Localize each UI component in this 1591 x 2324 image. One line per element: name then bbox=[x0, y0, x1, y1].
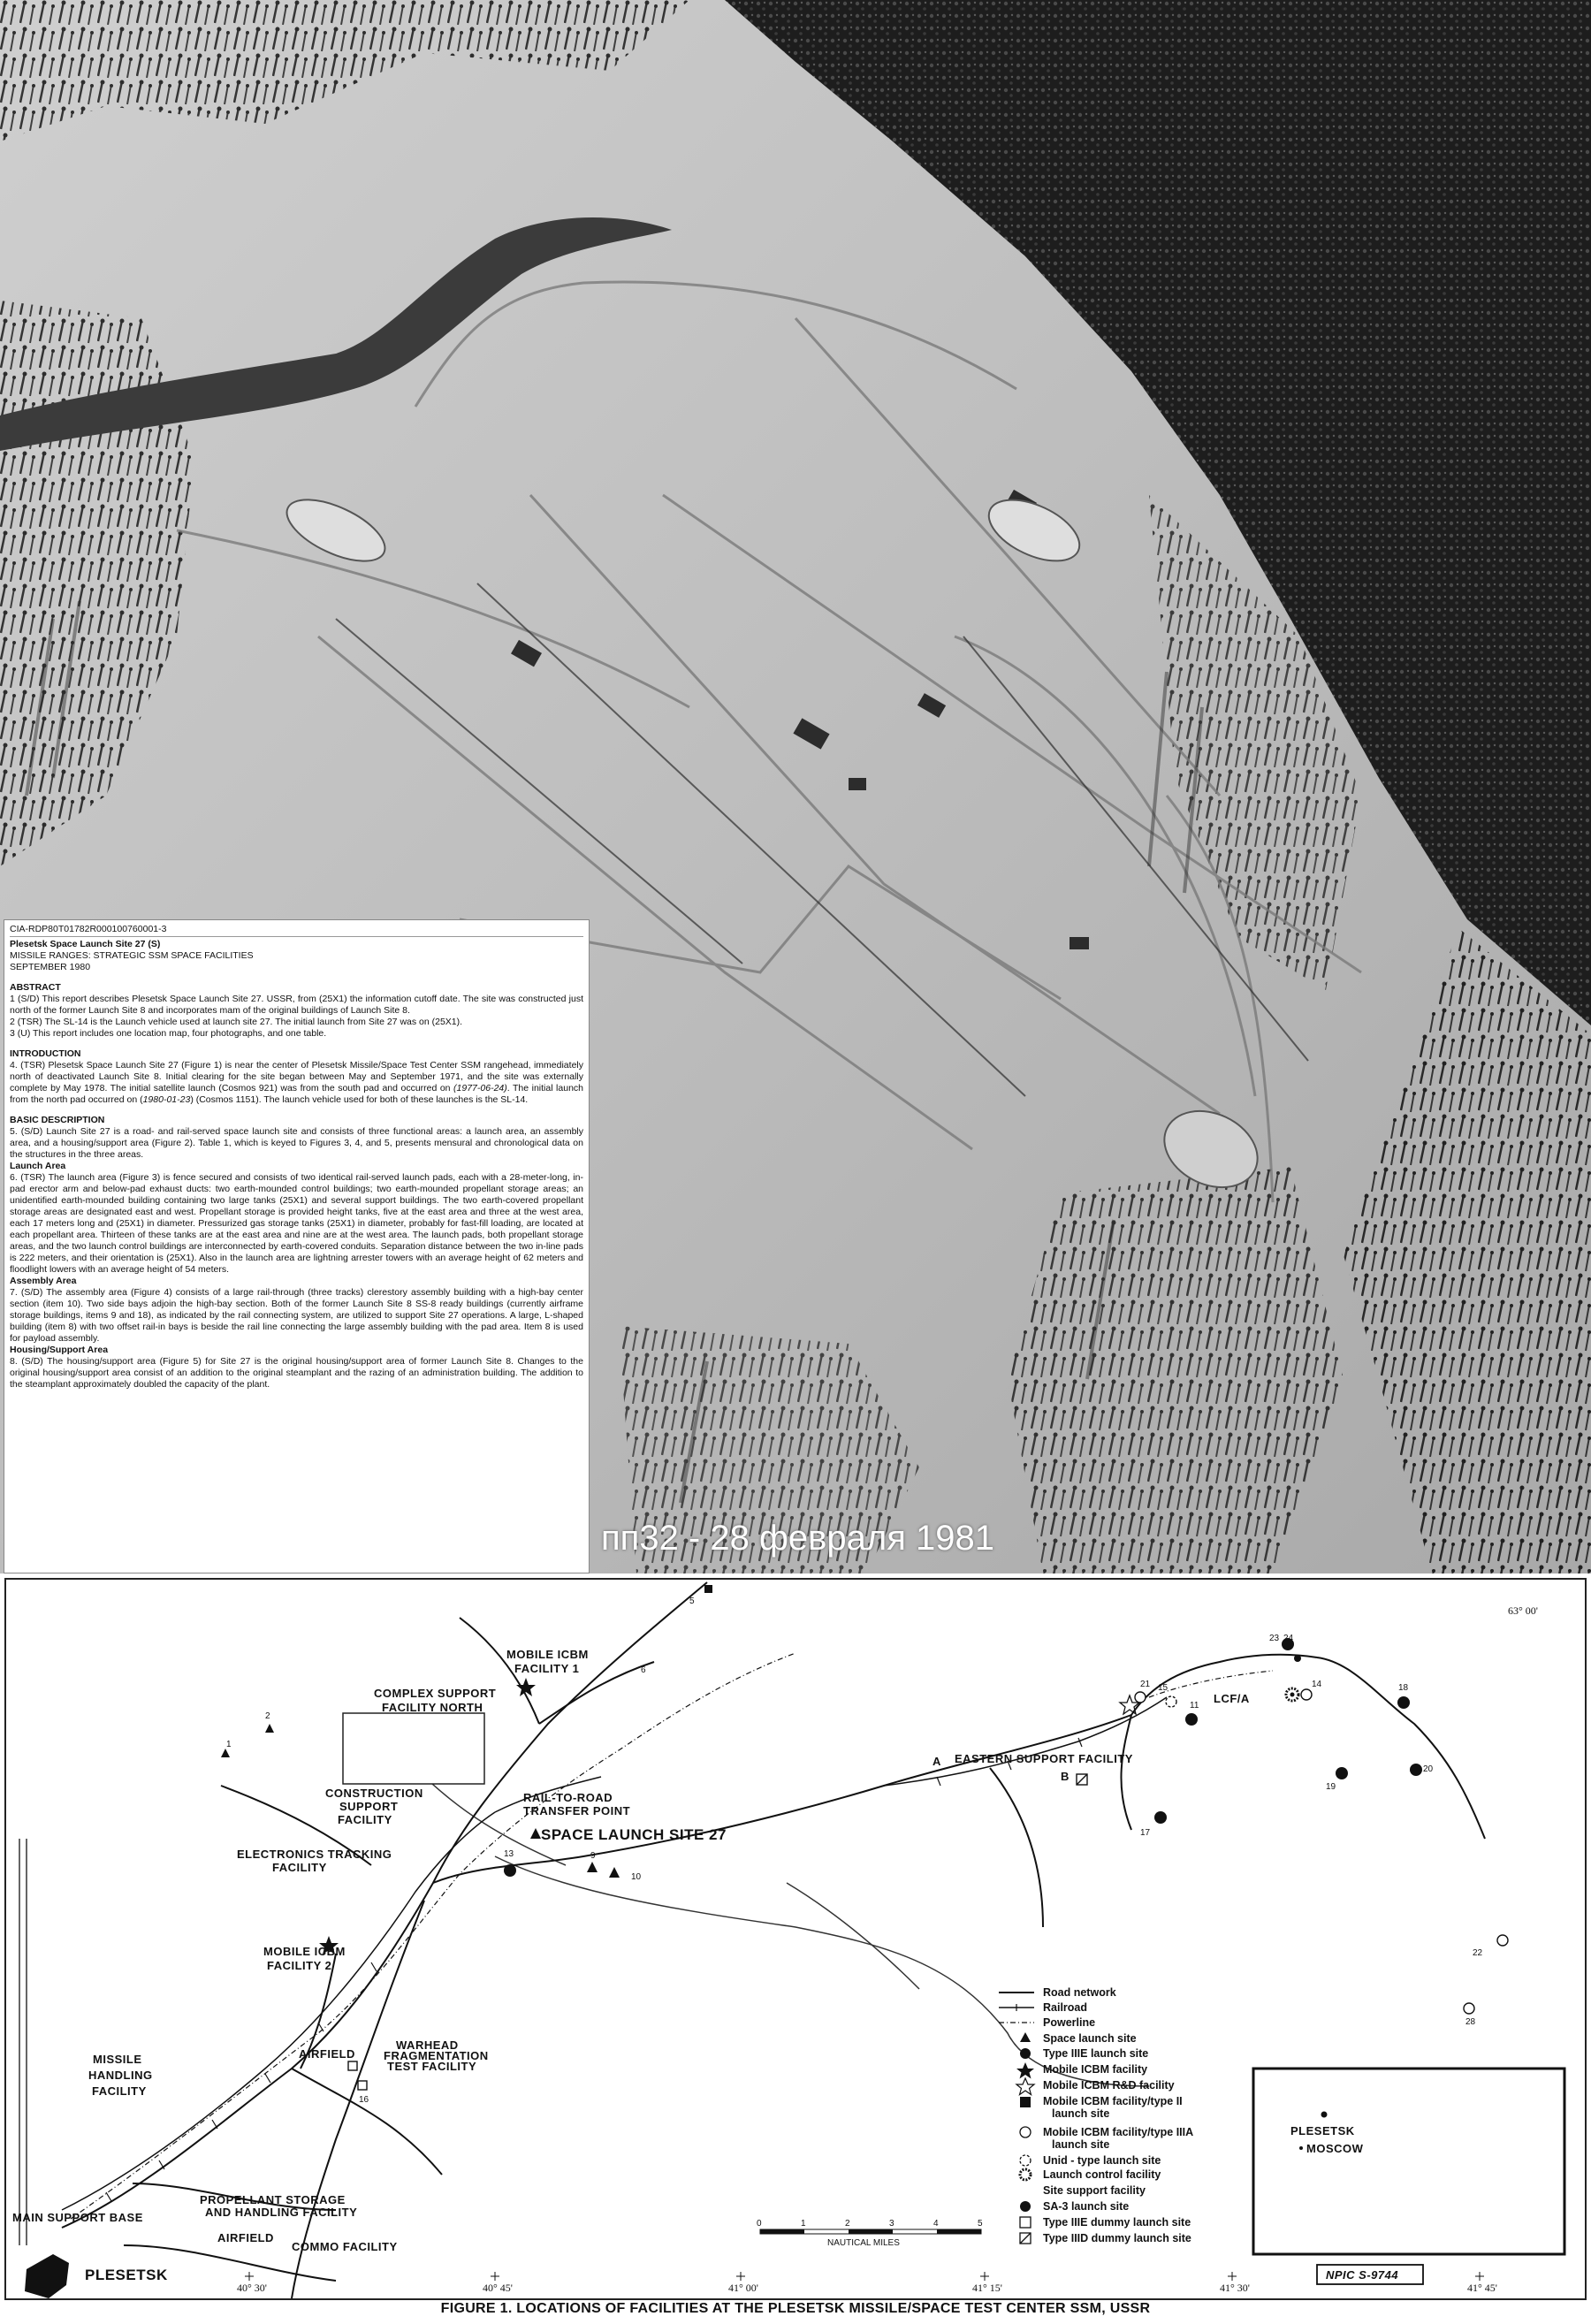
site-number-16: 16 bbox=[359, 2095, 369, 2105]
legend-triangle-icon bbox=[1020, 2032, 1031, 2042]
introduction-heading: INTRODUCTION bbox=[10, 1048, 81, 1059]
legend-label-5: Mobile ICBM facility bbox=[1043, 2063, 1148, 2076]
label-warhead-c: TEST FACILITY bbox=[387, 2060, 477, 2073]
launch-area-heading: Launch Area bbox=[10, 1161, 66, 1171]
label-warhead-a: WARHEAD bbox=[396, 2038, 459, 2052]
report-date: SEPTEMBER 1980 bbox=[10, 962, 91, 972]
railroad bbox=[62, 1697, 1167, 2210]
scale-bar bbox=[757, 2219, 983, 2248]
coord-lat-63: 63° 00' bbox=[1508, 1604, 1538, 1617]
inset-plesetsk-dot bbox=[1321, 2112, 1328, 2118]
label-space-launch-site-27: SPACE LAUNCH SITE 27 bbox=[541, 1826, 727, 1843]
space-launch-site-27-icon bbox=[530, 1828, 541, 1839]
label-propellant-a: PROPELLANT STORAGE bbox=[200, 2193, 346, 2206]
legend-filled-circle-icon bbox=[1020, 2048, 1031, 2059]
site-18-icon bbox=[1397, 1696, 1410, 1709]
site-number-15: 15 bbox=[1158, 1683, 1169, 1693]
legend-label-11: Site support facility bbox=[1043, 2184, 1146, 2197]
legend-open-circle-icon bbox=[1020, 2127, 1031, 2137]
introduction-paragraph bbox=[10, 1060, 583, 1106]
photo-date-caption: пп32 - 28 февраля 1981 bbox=[601, 1519, 994, 1558]
legend-dashed-circle-icon bbox=[1020, 2155, 1031, 2166]
label-missile-handling-b: HANDLING bbox=[88, 2069, 153, 2082]
site-number-20: 20 bbox=[1423, 1764, 1434, 1774]
npic-label: NPIC S-9744 bbox=[1326, 2268, 1399, 2282]
site-number-10: 10 bbox=[631, 1872, 642, 1882]
label-rail-to-road-a: RAIL-TO-ROAD bbox=[523, 1791, 613, 1804]
site-20-icon bbox=[1410, 1764, 1422, 1776]
legend-label-4: Type IIIE launch site bbox=[1043, 2047, 1149, 2060]
site-number-18: 18 bbox=[1398, 1683, 1409, 1693]
legend-label-14: Type IIID dummy launch site bbox=[1043, 2232, 1191, 2244]
housing-support-heading: Housing/Support Area bbox=[10, 1345, 109, 1355]
label-electronics-a: ELECTRONICS TRACKING bbox=[237, 1848, 392, 1861]
coord-lon-41-45: 41° 45' bbox=[1467, 2282, 1497, 2294]
site-13-icon bbox=[504, 1864, 516, 1877]
basic-description-heading: BASIC DESCRIPTION bbox=[10, 1115, 105, 1125]
legend-sa3-circle-icon bbox=[1020, 2201, 1031, 2212]
site-number-2: 2 bbox=[265, 1711, 270, 1721]
legend-label-1: Railroad bbox=[1043, 2001, 1088, 2014]
site-number-5: 5 bbox=[689, 1596, 695, 1606]
scale-tick-3: 3 bbox=[889, 2219, 894, 2229]
abstract-paragraph-2: 2 (TSR) The SL-14 is the Launch vehicle used at launch site 27. The initial launch from Site 27 was on (25X1). bbox=[10, 1017, 463, 1027]
open-square-symbols bbox=[348, 2061, 367, 2090]
space-launch-site-10-icon bbox=[609, 1867, 620, 1878]
inset-label-moscow: MOSCOW bbox=[1306, 2142, 1364, 2155]
site-numbers bbox=[226, 1596, 1483, 2105]
label-mobile-icbm-2a: MOBILE ICBM bbox=[263, 1945, 346, 1958]
coord-lon-41-15: 41° 15' bbox=[972, 2282, 1002, 2294]
intro-text-a: 4. (TSR) Plesetsk Space Launch Site 27 (Figure 1) is near the center of Plesetsk Missile/Space Test Center SSM rangehead, immediately north of deactivated Launch Site 8. Initial clearing for the site began between May and September 1971, and the site was externally complete by May 1978. The initial satellite launch (Cosmos 921) was from the south pad and occurred on bbox=[10, 1060, 583, 1093]
facility-location-map bbox=[0, 1573, 1591, 2324]
housing-support-paragraph: 8. (S/D) The housing/support area (Figure 5) for Site 27 is the original housing/support area of former Launch Site 8. Changes to the original housing/support area consist of an addition to the original steamplant and the razing of an administration building. The addition to the steamplant approximately doubled the capacity of the plant. bbox=[10, 1356, 583, 1390]
document-id: CIA-RDP80T01782R000100760001-3 bbox=[10, 924, 583, 937]
legend-label-7: Mobile ICBM facility/type II bbox=[1043, 2095, 1183, 2107]
legend-label-0: Road network bbox=[1043, 1986, 1116, 1999]
legend-label-12: SA-3 launch site bbox=[1043, 2200, 1130, 2213]
site-number-13: 13 bbox=[504, 1849, 514, 1859]
inset-map bbox=[1253, 2069, 1564, 2254]
site-number-11: 11 bbox=[1190, 1701, 1199, 1711]
coord-lon-41-30: 41° 30' bbox=[1220, 2282, 1250, 2294]
legend-gear-circle-icon bbox=[1020, 2169, 1031, 2180]
legend-label-9: Unid - type launch site bbox=[1043, 2154, 1161, 2167]
label-construction-b: SUPPORT bbox=[339, 1800, 399, 1813]
inset-rectangle bbox=[343, 1713, 484, 1784]
site-16-icon bbox=[358, 2081, 367, 2090]
report-text-box bbox=[4, 919, 590, 1573]
map-drawing bbox=[0, 1573, 1591, 2324]
site-14-icon bbox=[1301, 1689, 1312, 1700]
legend-open-square-icon bbox=[1020, 2217, 1031, 2228]
inset-frame bbox=[1253, 2069, 1564, 2254]
label-mobile-icbm-2b: FACILITY 2 bbox=[267, 1959, 332, 1972]
site-number-17: 17 bbox=[1140, 1828, 1151, 1838]
inset-label-plesetsk: PLESETSK bbox=[1290, 2124, 1355, 2137]
map-legend bbox=[999, 1986, 1193, 2244]
coord-lon-41-00: 41° 00' bbox=[728, 2282, 758, 2294]
legend-label-7b: launch site bbox=[1052, 2107, 1110, 2120]
space-launch-site-2-icon bbox=[265, 1724, 274, 1733]
site-number-24: 24 bbox=[1283, 1634, 1294, 1643]
assembly-area-heading: Assembly Area bbox=[10, 1276, 77, 1286]
intro-text-b: . The initial launch from the north pad occurred on ( bbox=[10, 1083, 583, 1105]
legend-filled-square-icon bbox=[1020, 2097, 1031, 2107]
launch-area-paragraph: 6. (TSR) The launch area (Figure 3) is fence secured and consists of two identical rail-served launch pads, each with a 28-meter-long, in-pad erector arm and below-pad exhaust ducts: two earth-mounded control buildings; two earth-mounded propellant storage areas; an unidentified earth-mounded building containing two large tanks (25X1) and several support buildings. The two earth-covered propellant storage areas are designated east and west. Propellant storage is provided height tanks, five at the east area and three at the west area, each 17 meters long and (25X1) in diameter. Pressurized gas storage tanks (25X1) in diameter, probably for fast-fill loading, are located at each propellant area. Thirteen of these tanks are at the east area and nine are at the west area. The launch pads, both propellant storage areas, and the two launch control buildings are interconnected by earth-covered conduits. Separation distance between the two in-line pads is 222 meters, and their orientation is (25X1). Also in the launch area are lightning arrester towers with an average height of 62 meters and floodlight lowers with an average height of 54 meters. bbox=[10, 1172, 583, 1275]
label-lcf: LCF/A bbox=[1214, 1692, 1250, 1705]
coord-lon-40-30: 40° 30' bbox=[237, 2282, 267, 2294]
site-number-28: 28 bbox=[1465, 2017, 1476, 2027]
legend-star-icon bbox=[1016, 2062, 1034, 2079]
intro-date-2: 1980-01-23 bbox=[142, 1094, 191, 1105]
label-construction-a: CONSTRUCTION bbox=[325, 1787, 423, 1800]
intro-date-1: (1977-06-24) bbox=[453, 1083, 507, 1093]
label-complex-support-b: FACILITY NORTH bbox=[382, 1701, 483, 1714]
label-mobile-icbm-1a: MOBILE ICBM bbox=[506, 1648, 589, 1661]
scale-tick-0: 0 bbox=[757, 2219, 762, 2229]
label-warhead-b: FRAGMENTATION bbox=[384, 2049, 489, 2062]
site-17-icon bbox=[1154, 1811, 1167, 1824]
abstract-heading: ABSTRACT bbox=[10, 982, 61, 993]
label-main-support: MAIN SUPPORT BASE bbox=[12, 2211, 143, 2224]
site-number-6: 6 bbox=[641, 1665, 646, 1675]
site-number-22: 22 bbox=[1473, 1948, 1483, 1958]
site-number-23: 23 bbox=[1269, 1634, 1280, 1643]
site-number-19: 19 bbox=[1326, 1782, 1336, 1792]
site-19-icon bbox=[1336, 1767, 1348, 1779]
legend-label-6: Mobile ICBM R&D facility bbox=[1043, 2079, 1175, 2092]
report-subtitle: MISSILE RANGES: STRATEGIC SSM SPACE FACILITIES bbox=[10, 950, 254, 961]
report-title: Plesetsk Space Launch Site 27 (S) bbox=[10, 939, 161, 949]
legend-label-8b: launch site bbox=[1052, 2138, 1110, 2151]
label-missile-handling-c: FACILITY bbox=[92, 2084, 147, 2098]
label-point-a: A bbox=[933, 1755, 941, 1768]
assembly-area-paragraph: 7. (S/D) The assembly area (Figure 4) consists of a large rail-through (three tracks) clerestory assembly building with a high-bay center section (item 10). Two side bays adjoin the high-bay section. Both of the former Launch Site 8 SS-8 ready buildings (currently airframe storage buildings, items 9 and 18), as indicated by the rail connecting system, are utilized to support Site 27 operations. A large, L-shaped building (item 8) with two offset rail-in bays is beside the rail line connecting the large assembly building with the pad area. Item 8 is used for payload assembly. bbox=[10, 1287, 583, 1344]
figure-caption: FIGURE 1. LOCATIONS OF FACILITIES AT THE PLESETSK MISSILE/SPACE TEST CENTER SSM, USSR bbox=[440, 2301, 1151, 2316]
site-11-icon bbox=[1185, 1713, 1198, 1726]
scale-tick-1: 1 bbox=[801, 2219, 806, 2229]
label-electronics-b: FACILITY bbox=[272, 1861, 327, 1874]
label-plesetsk: PLESETSK bbox=[85, 2267, 168, 2283]
legend-label-10: Launch control facility bbox=[1043, 2168, 1161, 2181]
site-number-21: 21 bbox=[1140, 1680, 1151, 1689]
label-airfield-1: AIRFIELD bbox=[299, 2047, 355, 2061]
space-launch-site-9-icon bbox=[587, 1862, 598, 1872]
plesetsk-town-icon bbox=[25, 2254, 69, 2298]
abstract-paragraph-1: 1 (S/D) This report describes Plesetsk Space Launch Site 27. USSR, from (25X1) the information cutoff date. The site was constructed just north of the former Launch Site 8 and incorporates mam of the original buildings of Launch Site 8. bbox=[10, 994, 583, 1016]
scale-tick-5: 5 bbox=[978, 2219, 983, 2229]
site-number-14: 14 bbox=[1312, 1680, 1322, 1689]
site-b-hatched-square-icon bbox=[1077, 1774, 1087, 1785]
scale-tick-2: 2 bbox=[845, 2219, 850, 2229]
label-eastern-support: EASTERN SUPPORT FACILITY bbox=[955, 1752, 1133, 1765]
inset-moscow-dot bbox=[1299, 2146, 1303, 2150]
intro-text-c: ) (Cosmos 1151). The launch vehicle used for both of these launches is the SL-14. bbox=[190, 1094, 529, 1105]
coord-lon-40-45: 40° 45' bbox=[483, 2282, 513, 2294]
site-number-1: 1 bbox=[226, 1740, 232, 1749]
npic-tag bbox=[1317, 2265, 1423, 2284]
abstract-paragraph-3: 3 (U) This report includes one location map, four photographs, and one table. bbox=[10, 1028, 327, 1039]
legend-label-2: Powerline bbox=[1043, 2016, 1096, 2029]
legend-label-3: Space launch site bbox=[1043, 2032, 1137, 2045]
legend-label-8: Mobile ICBM facility/type IIIA bbox=[1043, 2126, 1194, 2138]
label-propellant-b: AND HANDLING FACILITY bbox=[205, 2206, 358, 2219]
label-missile-handling-a: MISSILE bbox=[93, 2053, 142, 2066]
label-mobile-icbm-1b: FACILITY 1 bbox=[514, 1662, 580, 1675]
label-construction-c: FACILITY bbox=[338, 1813, 392, 1826]
scale-tick-4: 4 bbox=[933, 2219, 939, 2229]
basic-description-paragraph: 5. (S/D) Launch Site 27 is a road- and rail-served space launch site and consists of three functional areas: a launch area, an assembly area, and a housing/support area (Figure 2). Table 1, which is keyed to Figures 3, 4, and 5, presents mensural and chronological data on the structures in the three areas. bbox=[10, 1126, 583, 1160]
legend-open-star-icon bbox=[1016, 2078, 1034, 2095]
site-21-icon bbox=[1135, 1692, 1146, 1703]
label-complex-support-a: COMPLEX SUPPORT bbox=[374, 1687, 497, 1700]
lcf-gear-icon bbox=[1286, 1688, 1298, 1701]
site-5-icon bbox=[704, 1585, 712, 1593]
site-28-icon bbox=[1464, 2003, 1474, 2014]
site-22-icon bbox=[1497, 1935, 1508, 1946]
scale-label: NAUTICAL MILES bbox=[827, 2238, 900, 2248]
label-airfield-2: AIRFIELD bbox=[217, 2231, 274, 2244]
label-commo: COMMO FACILITY bbox=[292, 2240, 398, 2253]
space-launch-site-1-icon bbox=[221, 1749, 230, 1757]
open-circle-symbols bbox=[1135, 1689, 1508, 2014]
legend-label-13: Type IIIE dummy launch site bbox=[1043, 2216, 1191, 2229]
site-15-icon bbox=[1166, 1696, 1176, 1707]
label-point-b: B bbox=[1061, 1770, 1070, 1783]
coordinate-ticks bbox=[245, 2272, 1484, 2281]
site-number-9: 9 bbox=[590, 1851, 596, 1861]
label-rail-to-road-b: TRANSFER POINT bbox=[523, 1804, 631, 1817]
